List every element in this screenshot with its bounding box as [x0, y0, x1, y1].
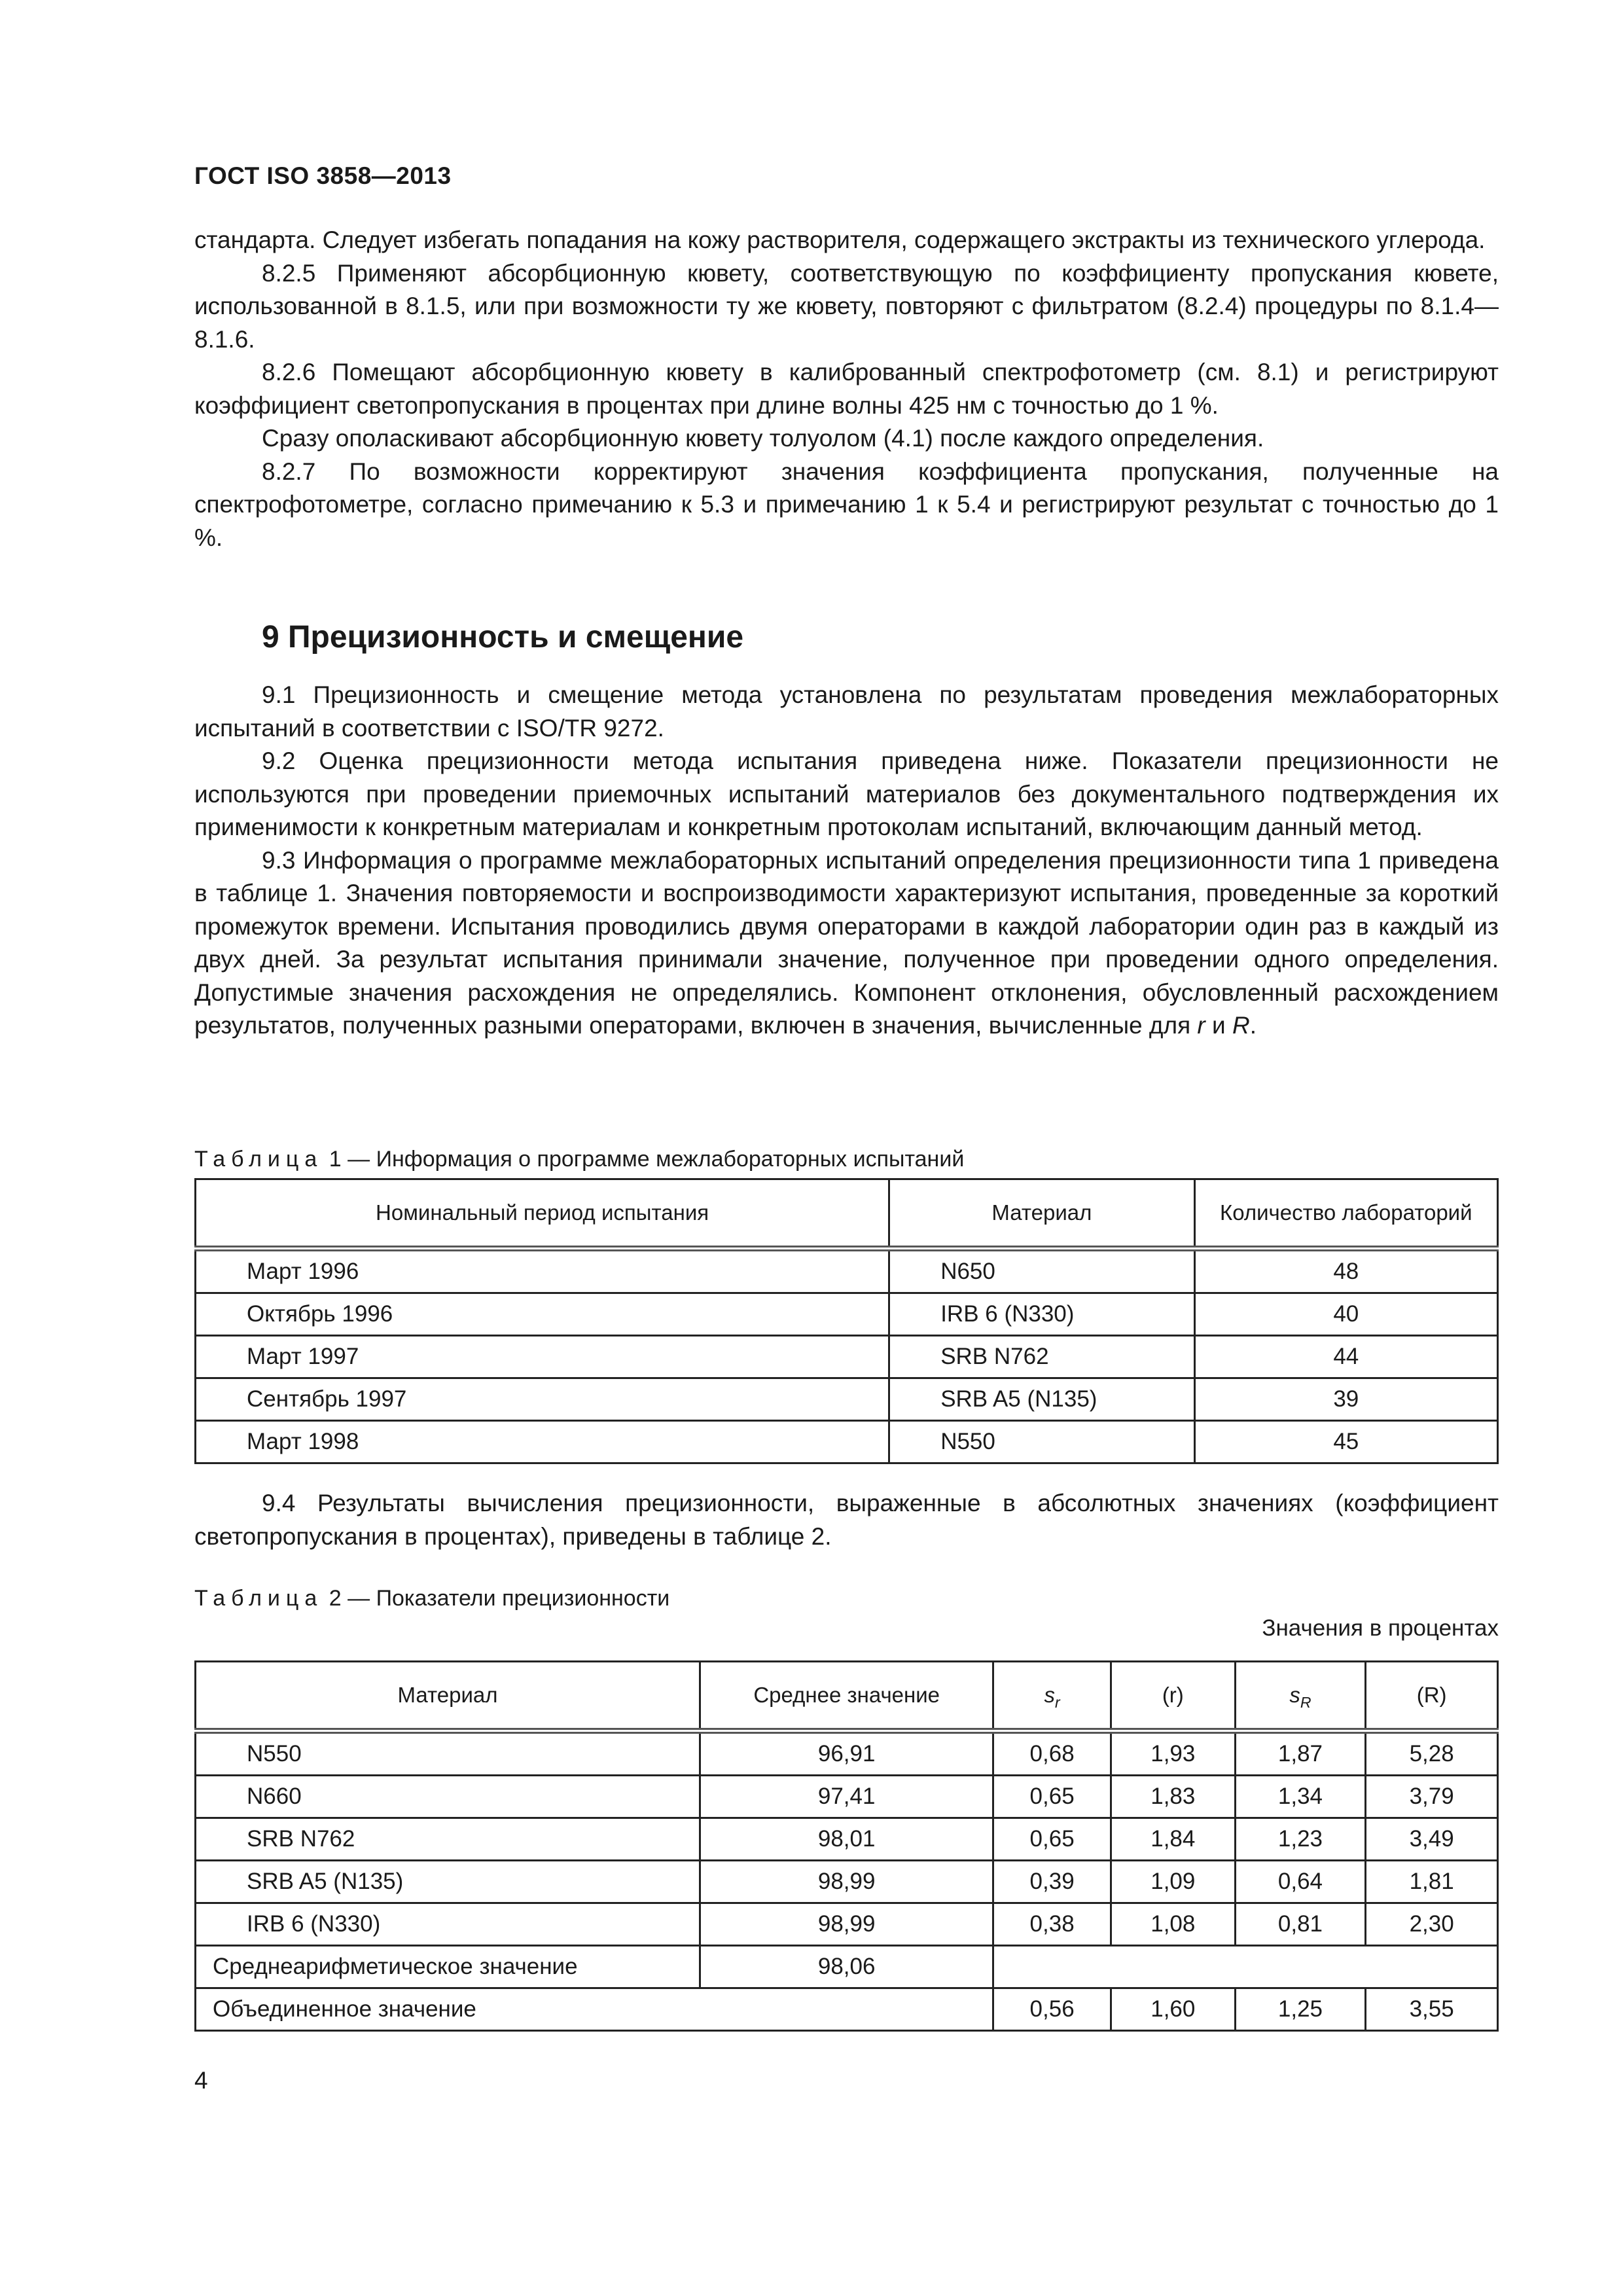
table2-cell: 2,30	[1366, 1903, 1498, 1946]
table2-cell: 1,87	[1235, 1731, 1366, 1776]
table2-cell: 3,49	[1366, 1818, 1498, 1861]
intro-text	[194, 224, 1499, 554]
table2-cell: N660	[196, 1776, 700, 1818]
paragraph-9-4-text: 9.4 Результаты вычисления прецизионности, выраженные в абсолютных значениях (коэффициент светопропускания в процентах), приведены в таблице 2.	[194, 1490, 1499, 1550]
table1-row	[196, 1336, 1498, 1378]
table2-cell: IRB 6 (N330)	[196, 1903, 700, 1946]
table1-caption-text: 1 — Информация о программе межлабораторных испытаний	[329, 1147, 965, 1172]
table2	[194, 1660, 1499, 2032]
table2-pooled-row	[196, 1988, 1498, 2031]
table2-cell: 0,65	[993, 1818, 1111, 1861]
table1-header-labs: Количество лабораторий	[1194, 1179, 1497, 1249]
table1-cell: SRB A5 (N135)	[889, 1378, 1194, 1421]
table2-cell: 1,08	[1111, 1903, 1235, 1946]
table1-cell: Октябрь 1996	[196, 1293, 889, 1336]
table1-cell: 48	[1194, 1249, 1497, 1293]
mean-row-label: Среднеарифметическое значение	[196, 1946, 700, 1988]
table2-cell: 0,64	[1235, 1861, 1366, 1903]
table2-cell: 98,99	[700, 1861, 993, 1903]
table2-cell: 1,09	[1111, 1861, 1235, 1903]
table2-cell: N550	[196, 1731, 700, 1776]
page-number: 4	[194, 2067, 208, 2094]
table2-cell: 1,93	[1111, 1731, 1235, 1776]
pooled-row-value: 1,25	[1235, 1988, 1366, 2031]
table1-cell: Март 1998	[196, 1421, 889, 1463]
table1-row	[196, 1421, 1498, 1463]
table1-cell: Сентябрь 1997	[196, 1378, 889, 1421]
intro-paragraph: 8.2.5 Применяют абсорбционную кювету, соответствующую по коэффициенту пропускания кювете, использованной в 8.1.5, или при возможности ту же кювету, повторяют с фильтратом (8.2.4) процедуры по 8.1.4—8.1.6.	[194, 259, 1499, 353]
table1-cell: 45	[1194, 1421, 1497, 1463]
pooled-row-label: Объединенное значение	[196, 1988, 993, 2031]
table2-cell: 3,79	[1366, 1776, 1498, 1818]
table2-header-sR: $s_R$	[1235, 1662, 1366, 1731]
table2-cell: 1,83	[1111, 1776, 1235, 1818]
table2-header-R: (R)	[1366, 1662, 1498, 1731]
paragraph-9-4	[194, 1487, 1499, 1553]
table2-units: Значения в процентах	[1262, 1615, 1499, 1641]
table2-cell: 0,39	[993, 1861, 1111, 1903]
table2-cell: 98,01	[700, 1818, 993, 1861]
section9-text	[194, 679, 1499, 1043]
table1-row	[196, 1293, 1498, 1336]
pooled-row-value: 1,60	[1111, 1988, 1235, 2031]
table2-cell: 1,34	[1235, 1776, 1366, 1818]
table1	[194, 1178, 1499, 1464]
table1-cell: IRB 6 (N330)	[889, 1293, 1194, 1336]
section-heading: 9 Прецизионность и смещение	[262, 620, 744, 655]
table2-cell: 0,81	[1235, 1903, 1366, 1946]
table1-header-row	[196, 1179, 1498, 1249]
table1-caption	[194, 1147, 964, 1172]
table2-cell: 5,28	[1366, 1731, 1498, 1776]
pooled-row-value: 3,55	[1366, 1988, 1498, 2031]
table2-cell: 0,65	[993, 1776, 1111, 1818]
table2-row-4	[196, 1903, 1498, 1946]
table1-cell: SRB N762	[889, 1336, 1194, 1378]
table2-header-sr: $s_r$	[993, 1662, 1111, 1731]
intro-paragraph: стандарта. Следует избегать попадания на кожу растворителя, содержащего экстракты из технического углерода.	[194, 226, 1486, 253]
table2-row-1	[196, 1776, 1498, 1818]
table2-row-0	[196, 1731, 1498, 1776]
table1-cell: Март 1997	[196, 1336, 889, 1378]
mean-row-empty	[993, 1946, 1498, 1988]
table2-cell: 98,99	[700, 1903, 993, 1946]
mean-row-value: 98,06	[700, 1946, 993, 1988]
table1-cell: 44	[1194, 1336, 1497, 1378]
table1-cell: Март 1996	[196, 1249, 889, 1293]
section9-paragraph: 9.3 Информация о программе межлабораторных испытаний определения прецизионности типа 1 приведена в таблице 1. Значения повторяемости и воспроизводимости характеризуют испытания, проведенные за короткий промежуток времени. Испытания проводились двумя операторами в каждой лаборатории один раз в каждый из двух дней. За результат испытания принимали значение, полученное при проведении одного определения. Допустимые значения расхождения не определялись. Компонент отклонения, обусловленный расхождением результатов, полученных разными операторами, включен в значения, вычисленные для r и R.	[194, 846, 1499, 1039]
table2-header-row	[196, 1662, 1498, 1731]
table2-cell: 0,38	[993, 1903, 1111, 1946]
table1-cell: N550	[889, 1421, 1194, 1463]
table2-caption	[194, 1586, 669, 1611]
document-header: ГОСТ ISO 3858—2013	[194, 162, 452, 189]
table2-row-2	[196, 1818, 1498, 1861]
intro-paragraph: Сразу ополаскивают абсорбционную кювету толуолом (4.1) после каждого определения.	[262, 425, 1264, 452]
section9-paragraph: 9.2 Оценка прецизионности метода испытания приведена ниже. Показатели прецизионности не используются при проведении приемочных испытаний материалов без документального подтверждения их применимости к конкретным материалам и конкретным протоколам испытаний, включающим данный метод.	[194, 747, 1499, 840]
table2-cell: SRB N762	[196, 1818, 700, 1861]
table2-header-mean: Среднее значение	[700, 1662, 993, 1731]
table2-cell: SRB A5 (N135)	[196, 1861, 700, 1903]
table2-cell: 1,81	[1366, 1861, 1498, 1903]
table2-cell: 1,23	[1235, 1818, 1366, 1861]
table1-row	[196, 1249, 1498, 1293]
table2-header-r: (r)	[1111, 1662, 1235, 1731]
section9-paragraph: 9.1 Прецизионность и смещение метода установлена по результатам проведения межлабораторных испытаний в соответствии с ISO/TR 9272.	[194, 681, 1499, 742]
table2-caption-word: Таблица	[194, 1586, 323, 1611]
table1-cell: 39	[1194, 1378, 1497, 1421]
pooled-row-value: 0,56	[993, 1988, 1111, 2031]
table2-cell: 97,41	[700, 1776, 993, 1818]
table2-header-material: Материал	[196, 1662, 700, 1731]
table1-cell: N650	[889, 1249, 1194, 1293]
table1-header-material: Материал	[889, 1179, 1194, 1249]
table2-row-3	[196, 1861, 1498, 1903]
intro-paragraph: 8.2.7 По возможности корректируют значения коэффициента пропускания, полученные на спектрофотометре, согласно примечанию к 5.3 и примечанию 1 к 5.4 и регистрируют результат с точностью до 1 %.	[194, 457, 1499, 551]
table2-cell: 1,84	[1111, 1818, 1235, 1861]
table2-cell: 0,68	[993, 1731, 1111, 1776]
intro-paragraph: 8.2.6 Помещают абсорбционную кювету в калиброванный спектрофотометр (см. 8.1) и регистрируют коэффициент светопропускания в процентах при длине волны 425 нм с точностью до 1 %.	[194, 359, 1499, 419]
table2-mean-row	[196, 1946, 1498, 1988]
table2-cell: 96,91	[700, 1731, 993, 1776]
table1-header-period: Номинальный период испытания	[196, 1179, 889, 1249]
table1-caption-word: Таблица	[194, 1147, 323, 1172]
table1-cell: 40	[1194, 1293, 1497, 1336]
table1-row	[196, 1378, 1498, 1421]
table2-caption-text: 2 — Показатели прецизионности	[329, 1586, 670, 1611]
